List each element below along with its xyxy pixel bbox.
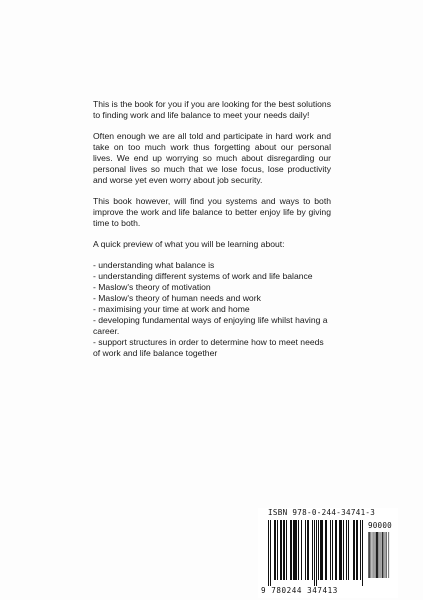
- blurb-paragraph-2: Often enough we are all told and participate in hard work and take on too much work thus forgetting about our personal lives. We end up worrying so much about disregarding our personal lives so much that we lose focus, lose productivity and worse yet even worry about job security.: [93, 131, 331, 185]
- barcode-bar: [290, 520, 292, 580]
- preview-intro: A quick preview of what you will be learning about:: [93, 239, 285, 249]
- barcode-bar: [348, 520, 349, 580]
- barcode-bar: [320, 520, 323, 580]
- preview-list: [93, 260, 331, 359]
- barcode-bar: [330, 520, 331, 580]
- preview-list-item: - maximising your time at work and home: [93, 304, 250, 314]
- barcode-bar: [343, 520, 344, 580]
- barcode-bar: [376, 532, 378, 578]
- preview-list-item: - Maslow's theory of human needs and work: [93, 293, 261, 303]
- barcode-bar: [372, 532, 373, 578]
- barcode-bar: [305, 520, 306, 580]
- barcode-bar: [314, 520, 315, 586]
- barcode-bar: [312, 520, 313, 580]
- barcode-bar: [274, 520, 276, 580]
- addon-barcode-bars: [368, 532, 394, 590]
- barcode-bar: [379, 532, 380, 578]
- barcode-bar: [339, 520, 342, 580]
- barcode-bar: [335, 520, 337, 580]
- barcode-bar: [374, 532, 375, 578]
- barcode-bar: [325, 520, 327, 580]
- blurb-paragraph-1: This is the book for you if you are looking for the best solutions to finding work and life balance to meet your needs daily!: [93, 99, 331, 120]
- barcode-bar: [386, 532, 387, 578]
- barcode-bar: [280, 520, 282, 580]
- ean-digits: 9 780244 347413: [261, 586, 338, 595]
- barcode-bar: [332, 520, 333, 580]
- barcode-bar: [268, 520, 269, 586]
- preview-list-item: - support structures in order to determine how to meet needs of work and life balance together: [93, 337, 324, 358]
- barcode-bar: [384, 532, 385, 578]
- blurb-paragraph-3: This book however, will find you systems and ways to both improve the work and life balance to better enjoy life by giving time to both.: [93, 196, 331, 228]
- ean-barcode-bars: [268, 520, 364, 590]
- preview-list-item: - developing fundamental ways of enjoying life whilst having a career.: [93, 315, 328, 336]
- blurb-text-block: [93, 99, 331, 359]
- preview-list-item: - understanding different systems of work and life balance: [93, 271, 313, 281]
- isbn-label: ISBN 978-0-244-34741-3: [268, 508, 376, 517]
- barcode-bar: [270, 520, 271, 586]
- barcode-bar: [286, 520, 287, 580]
- barcode-bar: [318, 520, 319, 580]
- barcode-bar: [388, 532, 389, 578]
- barcode-bar: [382, 532, 383, 578]
- addon-digits: 90000: [368, 521, 392, 530]
- barcode-bar: [293, 520, 297, 580]
- preview-list-item: - understanding what balance is: [93, 260, 215, 270]
- barcode-bar: [316, 520, 317, 586]
- preview-list-item: - Maslow's theory of motivation: [93, 282, 211, 292]
- barcode-bar: [369, 532, 370, 578]
- barcode-bar: [283, 520, 285, 580]
- barcode-bar: [277, 520, 278, 580]
- barcode-bar: [385, 532, 386, 578]
- barcode-bar: [301, 520, 302, 580]
- barcode-bar: [362, 520, 363, 586]
- barcode-bar: [380, 532, 381, 578]
- barcode-bar: [375, 532, 376, 578]
- isbn-barcode: [258, 508, 398, 598]
- barcode-bar: [360, 520, 361, 580]
- barcode-bar: [307, 520, 309, 580]
- barcode-bar: [298, 520, 299, 580]
- barcode-bar: [346, 520, 347, 580]
- barcode-bar: [353, 520, 355, 580]
- barcode-bar: [368, 532, 369, 578]
- barcode-bar: [356, 520, 358, 580]
